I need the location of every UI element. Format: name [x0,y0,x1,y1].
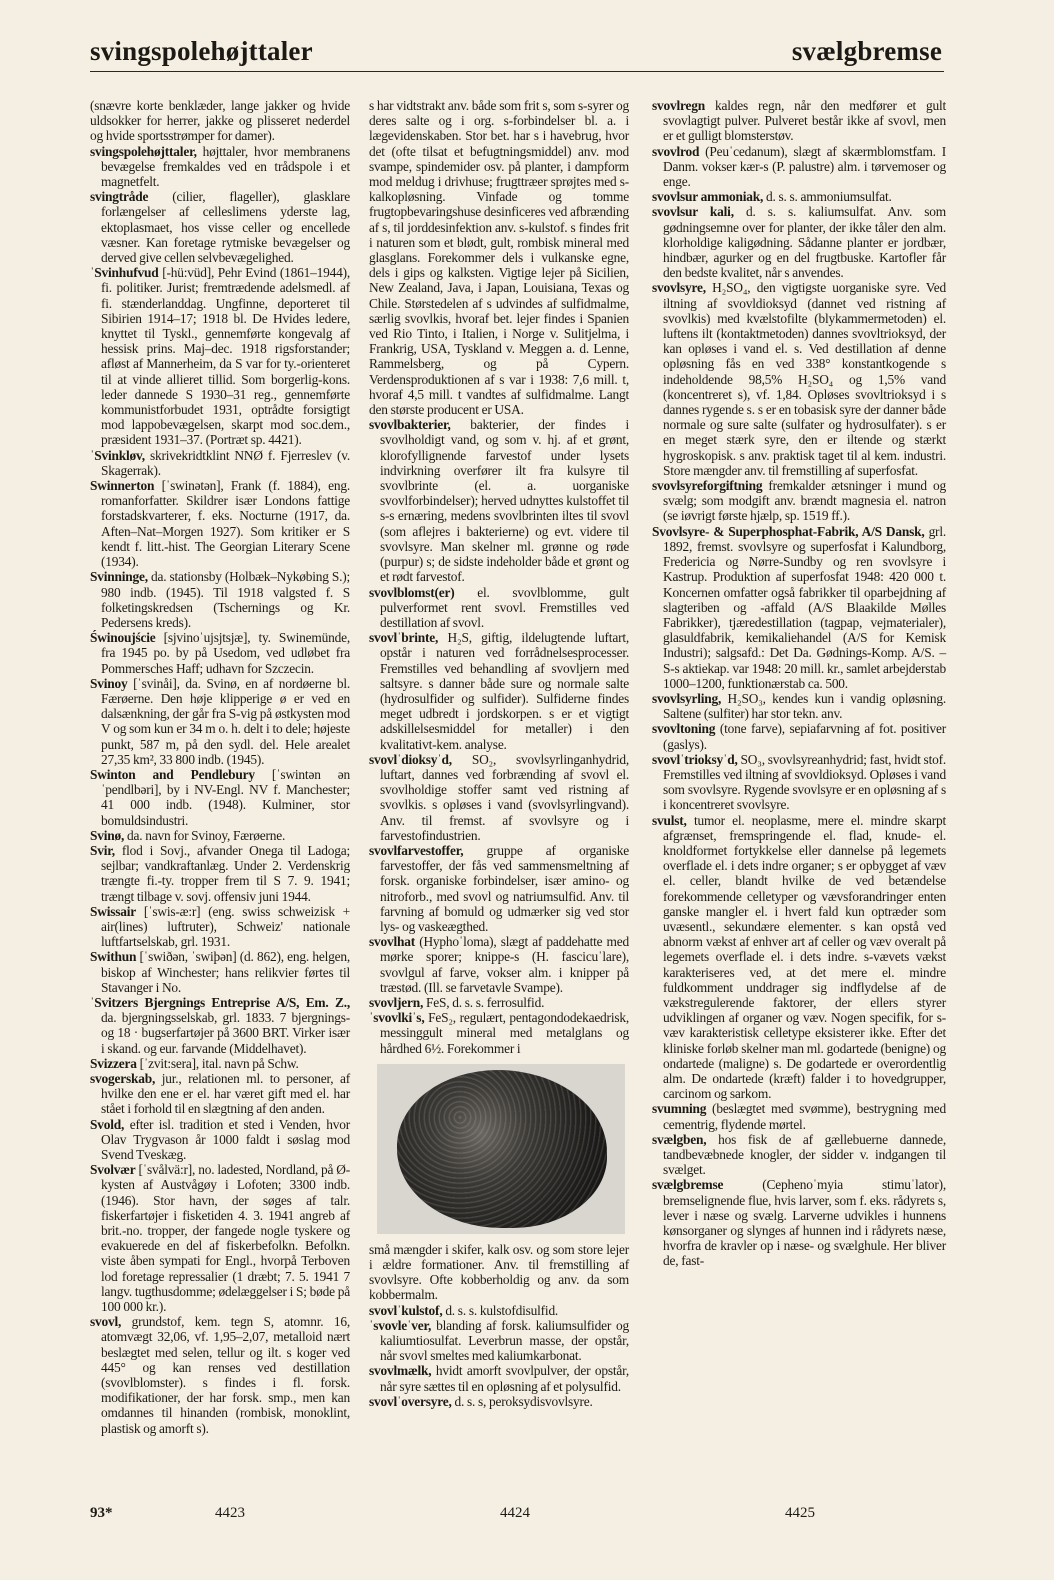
dictionary-entry [369,934,629,995]
entry-text: el. svovlblomme, gult pulverformet rent svovl. Fremstilles ved destillation af svovl. [380,584,629,630]
dictionary-entry [652,1101,946,1131]
headword: ˈSvinkløv, [90,447,145,463]
entry-continuation [369,98,629,417]
headword: svumning [652,1101,707,1117]
headword: svovlfarvestoffer, [369,842,464,858]
dictionary-entry [652,1132,946,1178]
entry-text: H₂SO₄, den vigtigste uorganiske syre. Ved iltning af svovldioksyd (dannet ved ristning af svovlkis) med kvælstofilte (blykammermetoden) el. luftens ilt (kontaktmetoden) dannes svovltrioksyd, der kan opløses i vand el. s. Ved destillation af denne opløsning fås en ved 338° konstantkogende s indeholdende 98,5% H₂SO₄ og 1,5% vand (koncentreret s), vf. 1,84. Opløses svovltrioksyd i s dannes rygende s. s er en tobasisk syre der danner både normale og sure salte (sulfater og hydrosulfater). s er en meget stærk syre, den er iltende og stærkt hygroskopisk. s anv. praktisk taget til al kem. industri. Store mængder anv. til fremstilling af superfosfat. [663,280,946,478]
running-head-left: svingspolehøjttaler [90,36,313,66]
headword: Svinø, [90,827,125,843]
dictionary-entry [652,752,946,813]
headword: svingtråde [90,189,149,205]
entry-text: højttaler, hvor membranens bevægelse fremkaldes ved en trådspole i et magnetfelt. [101,143,350,190]
headword: Svovlsyre- & Superphosphat-Fabrik, A/S Dansk, [652,523,925,539]
entry-text: FeS, d. s. s. ferrosulfid. [423,994,545,1010]
headword: ˈSvitzers Bjergnings Entreprise A/S, Em. Z., [90,994,350,1010]
entry-text: da. stationsby (Holbæk–Nykøbing S.); 980 indb. (1945). Til 1918 valgsted f. S folketingskredsen (Tschernings og Kr. Pedersens kreds). [101,569,350,630]
dictionary-entry [90,676,350,767]
headword: svælgbremse [652,1177,724,1193]
dictionary-entry [652,189,946,204]
dictionary-entry [90,904,350,950]
headword: svovlˈoversyre, [369,1393,452,1409]
entry-text: blanding af forsk. kaliumsulfider og kaliumtiosulfat. Leverbrun masse, der opstår, når svovl smeltes med kaliumkarbonat. [380,1317,629,1364]
entry-text: skrivekridtklint NNØ f. Fjerreslev (v. Skagerrak). [101,447,350,478]
entry-text: efter isl. tradition et sted i Venden, hvor Olav Trygvason år 1000 faldt i søslag mod Svend Tveskæg. [101,1116,350,1163]
headword: svovlsur ammoniak, [652,189,764,205]
entry-text: grl. 1892, fremst. svovlsyre og superfosfat i Kalundborg, Fredericia og Nørre-Sundby og ren svovlsyre i Kastrup. Produktion af superfosfat 1948: 420 000 t. Koncernen omfatter også fabrikker til oparbejdning af slagteriben og -affald (A/S Blaakilde Mølles Fabrikker), tjæredestillation (tagpap, vejmaterialer), glasuldfabrik, kemikaliehandel (A/S for Kemisk Industri); salgsafd.: Det Da. Gødnings-Komp. A/S. – S-s aktiekap. var 1948: 20 mill. kr., samlet arbejderstab 1000–1200, funktionærstab ca. 500. [663,523,946,691]
dictionary-entry [652,144,946,190]
entry-text: d. s. s. ammoniumsulfat. [763,189,892,205]
headword: svovlhat [369,934,416,950]
entry-text: (beslægtet med svømme), bestrygning med cementrig, flydende mørtel. [663,1101,946,1132]
headword: Svinninge, [90,569,148,585]
sheet-signature: 93* [90,1505,113,1521]
entry-text: [ˈswinətən], Frank (f. 1884), eng. romanforfatter. Skildrer især Londons fattige forstadskvarterer, f. eks. Nocturne (1917, da. Aften–Nat–Morgen 1927). Som kritiker er S kendt f. litt.-hist. The Georgian Literary Scene (1934). [101,478,350,570]
entry-text: d. s. s, peroksydisvovlsyre. [451,1393,593,1409]
entry-text: flod i Sovj., afvander Onega til Ladoga; sejlbar; vandkraftanlæg. Under 2. Verdenskrig trængte fi.-ty. tropper frem til S 7. 9. 1941; trængt tilbage v. sovj. offensiv juni 1944. [101,842,350,904]
entry-continuation [369,1242,629,1303]
entry-text: bakterier, der findes i svovlholdigt vand, og som v. hj. af et grønt, klorofyllignende farvestof under lysets indvirkning overfører ilt fra kulsyre til svovlbrinte (el. a. uorganiske svovlforbindelser); herved udnyttes kulstoffet til s-s ernæring, medens svovlbrinten iltes til svovl (som aflejres i bakterierne) og evt. videre til svovlsyre. Man skelner ml. grønne og røde (purpur) s; de sidste indeholder både et grønt og et rødt farvestof. [380,417,629,585]
dictionary-entry [369,1303,629,1318]
column-number-middle: 4424 [500,1505,530,1521]
headword: Swithun [90,949,137,965]
dictionary-entry [369,995,629,1010]
entry-text: kaldes regn, når den medfører et gult svovlagtigt pulver. Pulveret består ikke af svovl, men er et gulligt blomsterstøv. [663,98,946,144]
column-3 [652,98,946,1269]
entry-text: [sjvinoˈujsjtsjæ], ty. Swinemünde, fra 1945 po. by på Usedom, ved udløbet fra Pommersches Haff; udhavn for Szczecin. [101,630,350,676]
headword: Swissair [90,903,137,919]
headword: svovlsyreforgiftning [652,478,763,494]
entry-text: (Hyphoˈloma), slægt af paddehatte med mørke sporer; knippe-s (H. fascicuˈlare), svovlgul af farve, vokser alm. i knipper på træstød. (Ill. se farvetavle Svampe). [380,934,629,995]
headword: svælgben, [652,1131,707,1147]
headword: svovlbakterier, [369,417,451,433]
dictionary-entry [652,813,946,1102]
headword: Svinoy [90,675,128,691]
entry-continuation [90,98,350,144]
entry-text: [ˈswintən ən ˈpendlbəri], by i NV-Engl. NV f. Manchester; 41 000 indb. (1948). Kulminer, stor bomuldsindustri. [101,766,350,828]
dictionary-entry [369,585,629,631]
entry-text: d. s. s. kulstofdisulfid. [442,1302,559,1318]
headword: ˈsvovleˈver, [369,1317,432,1333]
dictionary-entry [90,828,350,843]
headword: Swinton and Pendlebury [90,766,255,782]
dictionary-entry [369,1010,629,1056]
headword: svovlsyre, [652,280,706,296]
dictionary-entry [369,1363,629,1393]
entry-text: gruppe af organiske farvestoffer, der fås ved sammensmeltning af forsk. organiske forbindelser, især amino- og nitroforb., med svovl og natriumsulfid. Anv. til farvning af bomuld og udmærker sig ved stor lys- og vaskeægthed. [380,842,629,934]
entry-text: små mængder i skifer, kalk osv. og som store lejer i ældre formationer. Anv. til fremstilling af svovlsyre. Ofte kobberholdig og anv. da som kobbermalm. [369,1241,629,1303]
entry-text: FeS₂, regulært, pentagondodekaedrisk, messinggult mineral med metalglans og hårdhed 6½. Forekommer i [380,1010,629,1056]
column-number-right: 4425 [785,1505,815,1521]
dictionary-entry [369,843,629,934]
headword: ˈSvinhufvud [90,265,159,281]
dictionary-entry [90,1056,350,1071]
headword: svogerskab, [90,1071,156,1086]
headword: svingspolehøjttaler, [90,143,197,159]
headword: Svolvær [90,1162,136,1178]
dictionary-entry [652,280,946,478]
headword: svovl, [90,1314,122,1330]
headword: ˈsvovlkiˈs, [369,1010,425,1026]
dictionary-entry [90,189,350,265]
dictionary-entry [90,767,350,828]
entry-text: H₂S, giftig, ildelugtende luftart, opstår i naturen ved forrådnelsesprocesser. Fremstilles ved behandling af svovljern med saltsyre. s danner både sure og normale salte (hydrosulfider og sulfider). Sulfiderne findes meget udbredt i jordskorpen. s er et vigtigt adskillelsesmiddel for metaller) i den kvalitativt-kem. analyse. [380,630,629,752]
headword: svovlˈdioksyˈd, [369,751,452,767]
dictionary-entry [90,843,350,904]
headword: svovlˈkulstof, [369,1302,443,1318]
entry-text: [ˈzvit:sera], ital. navn på Schw. [136,1055,299,1071]
entry-text: hos fisk de af gællebuerne dannede, tandbevæbnede knogler, der sidder v. indgangen til svælget. [663,1131,946,1178]
headword: Swinnerton [90,478,155,494]
headword: Svizzera [90,1055,137,1071]
dictionary-entry [90,265,350,447]
entry-text: d. s. s. kaliumsulfat. Anv. som gødningsemne over for planter, der ikke tåler den alm. klorholdige kaligødning. Sådanne planter er jordbær, hindbær, agurker og en del frugtbuske. Kartofler får den bedste kvalitet, når s anvendes. [663,204,946,281]
dictionary-entry [369,1394,629,1409]
entry-text: [ˈswiðən, ˈswiþən] (d. 862), eng. helgen, biskop af Winchester; hans relikvier førtes til Stavanger i No. [101,949,350,995]
dictionary-entry [652,98,946,144]
dictionary-entry [90,448,350,478]
headword: Svold, [90,1116,125,1132]
running-head-right: svælgbremse [791,36,942,66]
entry-text: [ˈsvinåi], da. Svinø, en af nordøerne bl. Færøerne. Den høje klipperige ø er ved en dalsænkning, der går fra S-vig på østkysten mod V og som kun er 34 m o. h. delt i to dele; højeste punkt, 587 m, på den sydl. del. Hele arealet 27,35 km², 33 800 indb. (1945). [101,675,350,767]
dictionary-entry [652,691,946,721]
headword: Świnoujście [90,630,156,646]
entry-text: hvidt amorft svovlpulver, der opstår, når syre sættes til en opløsning af et polysulfid. [380,1363,629,1394]
dictionary-entry [90,1117,350,1163]
headword: svovlˈtrioksyˈd, [652,751,738,767]
headword: svovlsyrling, [652,690,722,706]
dictionary-entry [369,630,629,752]
entry-text: jur., relationen ml. to personer, af hvilke den ene er el. har været gift med el. har stået i forhold til en slægtning af den anden. [101,1071,350,1117]
dictionary-entry [652,1177,946,1268]
dictionary-entry [90,949,350,995]
headword: Svir, [90,842,115,858]
headword: svulst, [652,812,687,828]
dictionary-entry [652,204,946,280]
headword: svovlˈbrinte, [369,630,439,646]
dictionary-entry [369,417,629,584]
dictionary-entry [652,721,946,751]
dictionary-entry [652,478,946,524]
dictionary-entry [90,569,350,630]
headword: svovlregn [652,98,706,113]
headword: svovlsur kali, [652,204,734,220]
entry-text: H₂SO₃, kendes kun i vandig opløsning. Saltene (sulfiter) har stor tekn. anv. [663,690,946,722]
dictionary-entry [369,752,629,843]
headword: svovltoning [652,721,716,737]
headword: svovlrod [652,143,700,159]
entry-text: fremkalder ætsninger i mund og svælg; som modgift anv. brændt magnesia el. natron (se iøvrigt første hjælp, sp. 1519 ff.). [663,478,946,524]
dictionary-entry [90,995,350,1056]
entry-text: [ˈswis-æ:r] (eng. swiss schweizisk + air(lines) luftruter), Schweiz' nationale luftfartselskab, grl. 1931. [101,903,350,950]
entry-text: (cilier, flageller), glasklare forlængelser af celleslimens yderste lag, ektoplasmaet, hos visse celler og encellede væsner. Kan foretage rytmiske bevægelser og derved give cellen selvbevægelighed. [101,189,350,266]
dictionary-entry [90,478,350,569]
entry-text: (Cephenoˈmyia stimuˈlator), bremselignende flue, hvis larver, som f. eks. rådyrets s, lever i næse og svælg. Larverne udvikles i hunnens kønsorganer og slynges af hunnen ind i rådyrets næse, hvorfra de kravler op i næse- og svælghule. Her bliver de, fast- [663,1177,946,1269]
entry-text: da. bjergningsselskab, grl. 1833. 7 bjergnings- og 18 · bugserfartøjer på 3600 BRT. Virker især i skand. og eur. farvande (Middelhavet). [101,1010,350,1056]
dictionary-entry [90,1071,350,1117]
entry-text: (tone farve), sepiafarvning af fot. positiver (gaslys). [663,721,946,752]
column-2 [369,98,629,1409]
entry-text: tumor el. neoplasme, mere el. mindre skarpt afgrænset, fremspringende el. flad, knude- el. knoldformet fortykkelse eller dannelse på legemets overflade el. i dets indre organer; s er opbygget af væv el. celler, blandt hvilke de ved betændelse forekommende celletyper og vævsforandringer enten ganske mangler el. i hvert fald kun optræder som uvæsentl., sekundære elementer. s kan opstå ved abnorm vækst af enhver art af celler og væv overalt på legemets overflade el. i dets indre. s-vævets vækst karakteriseres ved, at det mere el. mindre fuldkomment unddrager sig indflydelse af de vækstregulerende faktorer, der ellers styrer udviklingen af organer og væv. Nogen specifik, for s-væv karakteristisk celletype eksisterer ikke. Efter det kliniske forløb skelner man ml. godartede (benigne) og ondartede (maligne) s. De godartede er overordentlig alm. De ondartede (kræft) falder i to hovedgrupper, carcinom og sarkom. [663,812,946,1102]
headword: svovlmælk, [369,1363,432,1379]
header-rule [90,71,944,72]
entry-text: grundstof, kem. tegn S, atomnr. 16, atomvægt 32,06, vf. 1,95–2,07, metalloid nært beslægtet med selen, tellur og ilt. s koger ved 445° og kan renses ved destillation (svovlblomster). s findes i fl. forsk. modifikationer, der har forsk. smp., men kan omdannes til hinanden (rombisk, monoklint, plastisk og amorft s). [101,1314,350,1436]
dictionary-entry [90,1162,350,1314]
dictionary-entry [90,630,350,676]
entry-text: s har vidtstrakt anv. både som frit s, som s-syrer og deres salte og i org. s-forbindelser bl. a. i lægevidenskaben. Stor bet. har s i havebrug, hvor det (ofte tilsat et befugtningsmiddel) anv. mod svampe, spindemider osv. på planter, i dampform mod meldug i drivhuse; frugttræer sprøjtes med s-kalkopløsning. Vinfade og tomme frugtopbevaringshuse desinficeres ved afbrænding af s, til jorddesinfektion anv. s-kulstof. s findes frit i naturen som et blødt, gult, rombisk mineral med glasglans. Forekommer dels i vulkanske egne, dels i gips og kalksten. Vigtige lejer på Sicilien, New Zealand, Java, i Japan, Louisiana, Texas og Chile. Størstedelen af s udvindes af sulfidmalme, særlig svovlkis, hvoraf bet. lejer findes i Spanien ved Rio Tinto, i Italien, i Norge v. Sulitjelma, i Frankrig, USA, Tyskland v. Meggen a. d. Lenne, Rammelsberg, og på Cypern. Verdensproduktionen af s var i 1938: 7,6 mill. t, hvoraf 4,5 mill. t vandtes af sulfidmalme. Langt den største producent er USA. [369,98,629,418]
headword: svovlblomst(er) [369,584,455,600]
entry-text: [ˈsvålvä:r], no. ladested, Nordland, på Ø-kysten af Austvågøy i Lofoten; 3300 indb. (1946). Stor havn, der søges af talr. fiskerfartøjer i fisketiden 4. 3. 1941 angreb af brit.-no. tropper, der fangede nogle tyskere og evakuerede en del af fiskerbefolkn. Befolkn. viste åben sympati for Engl., hvorpå Terboven lod foretage repressalier (1 dræbt; 7. 5. 1941 7 langv. tugthusdomme; ødelæggelser i S; bøde på 100 000 kr.). [101,1162,350,1315]
dictionary-entry [652,524,946,691]
dictionary-entry [90,1314,350,1436]
dictionary-entry [90,144,350,190]
mineral-specimen [397,1070,607,1228]
headword: svovljern, [369,994,424,1010]
entry-text: [-hü:vüd], Pehr Evind (1861–1944), fi. politiker. Jurist; fremtrædende adelsmedl. af fi. stænderlanddag. Ungfinne, deporteret til Sibirien 1914–17; 1918 bl. De Hvides ledere, knyttet til Tyskl., gennemførte kongevalg af hessisk prins. Maj–dec. 1918 rigsforstander; afløst af Mannerheim, da S var for ty.-orienteret til at vinde allieret tillid. Som borgerlig-kons. leder dannede S 1930–31 reg., gennemførte kommunistforbudet 1931, optrådte forsigtigt mod lappobevægelsen, skarpt mod soc.dem., præsident 1931–37. (Portræt sp. 4421). [101,265,350,448]
entry-text: SO₃, svovlsyreanhydrid; fast, hvidt stof. Fremstilles ved iltning af svovldioksyd. Opløses i vand som svovlsyre. Rygende svovlsyre er en opløsning af s i koncentreret svovlsyre. [663,751,946,813]
entry-text: (snævre korte benklæder, lange jakker og hvide uldsokker for herrer, jakke og plisseret nederdel og hvide sportsstrømper for damer). [90,98,350,144]
entry-text: da. navn for Svinoy, Færøerne. [124,827,286,843]
entry-text: (Peuˈcedanum), slægt af skærmblomstfam. I Danm. vokser kær-s (P. palustre) alm. i tørvemoser og enge. [663,143,946,190]
entry-text: SO₂, svovlsyrlinganhydrid, luftart, dannes ved forbrænding af svovl el. svovlholdige stoffer samt ved ristning af svovlkis. s opløses i vand (svovlsyrlingvand). Anv. til fremst. af svovlsyre og i farvestofindustrien. [380,751,629,843]
column-number-left: 4423 [215,1505,245,1521]
dictionary-entry [369,1318,629,1364]
column-1 [90,98,350,1436]
pyrite-mineral-photo [377,1064,625,1234]
